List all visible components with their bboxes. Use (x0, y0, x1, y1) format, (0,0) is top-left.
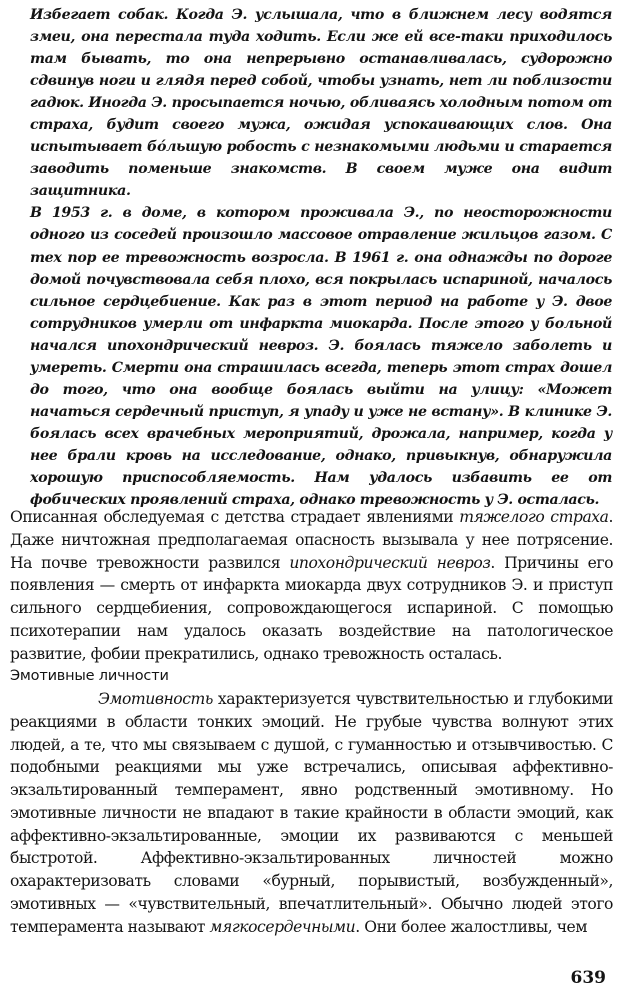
text-run: Описанная обследуемая с детства страдает явлениями (10, 508, 460, 526)
emphasis: Эмотивность (98, 690, 213, 708)
emphasis: ипохондрический невроз (289, 553, 491, 572)
emphasis: тяжелого страха (459, 508, 609, 526)
section-heading: Эмотивные личности (10, 668, 169, 685)
emphasis: мягкосердечными (209, 917, 356, 936)
case-history (30, 4, 612, 511)
commentary-paragraph (10, 506, 613, 665)
section-paragraph (10, 688, 613, 938)
case-paragraph: Избегает собак. Когда Э. услышала, что в ближнем лесу водятся змеи, она перестала туда ходить. Если же ей все-таки приходилось там бывать, то она непрерывно останавливалась, судорожно сдвинув ноги и глядя перед собой, чтобы узнать, нет ли поблизости гадюк. Иногда Э. просыпается ночью, обливаясь холодным потом от страха, будит своего мужа, ожидая успокаивающих слов. Она испытывает бóльшую робость с незнакомыми людьми и старается заводить поменьше знакомств. В своем муже она видит защитника. (30, 7, 612, 200)
page-number: 639 (570, 968, 606, 988)
text-run: характеризуется чувствительностью и глубокими реакциями в области тонких эмоций. Не грубые чувства волнуют этих людей, а те, что мы связываем с душой, с гуманностью и отзывчивостью. С подобными реакциями мы уже встречались, описывая аффективно-экзальтированный темперамент, явно родственный эмотивному. Но эмотивные личности не впадают в такие крайности в области эмоций, как аффективно-экзальтированные, эмоции их развиваются с меньшей быстротой. Аффективно-экзальтированных личностей можно охарактеризовать словами «бурный, порывистый, возбужденный», эмотивных — «чувствительный, впечатлительный». Обычно людей этого темперамента называют (10, 690, 613, 936)
text-run: . Причины его появления — смерть от инфаркта миокарда двух сотрудников Э. и приступ сильного сердцебиения, сопровождающегося испариной. С помощью психотерапии нам удалось оказать воздействие на патологическое развитие, фобии прекратились, однако тревожность осталась. (10, 553, 614, 663)
text-run: . Даже ничтожная предполагаемая опасность вызывала у нее потрясение. На почве тревожности развился (10, 508, 613, 572)
text-run: . Они более жалостливы, чем (355, 917, 588, 936)
main-text (10, 506, 613, 938)
case-paragraph: В 1953 г. в доме, в котором проживала Э., по неосторожности одного из соседей произошло массовое отравление жильцов газом. С тех пор ее тревожность возросла. В 1961 г. она однажды по дороге домой почувствовала себя плохо, вся покрылась испариной, началось сильное сердцебиение. Как раз в этот период на работе у Э. двое сотрудников умерли от инфаркта миокарда. После этого у больной начался ипохондрический невроз. Э. боялась тяжело заболеть и умереть. Смерти она страшилась всегда, теперь этот страх дошел до того, что она вообще боялась выйти на улицу: «Может начаться сердечный приступ, я упаду и уже не встану». В клинике Э. боялась всех врачебных мероприятий, дрожала, например, когда у нее брали кровь на исследование, однако, привыкнув, обнаружила хорошую приспособляемость. Нам удалось избавить ее от фобических проявлений страха, однако тревожность у Э. осталась. (30, 205, 612, 509)
